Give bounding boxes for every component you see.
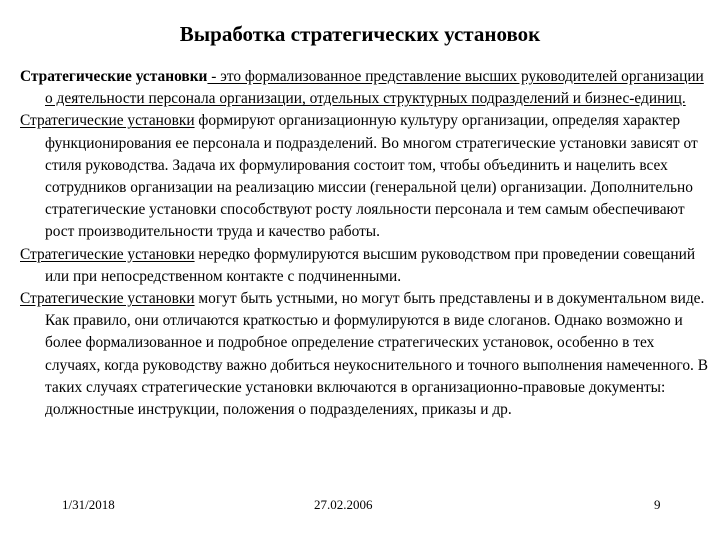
paragraph-culture bbox=[20, 110, 710, 243]
term-bold: Стратегические установки bbox=[20, 68, 208, 85]
paragraph-text: формируют организационную культуру организации, определяя характер функционирования ее персонала и подразделений. Во многом стратегические установки зависят от стиля руководства. Задача их формулирования состоит том, чтобы объединить и нацелить всех сотрудников организации на реализацию миссии (генеральной цели) организации. Дополнительно стратегические установки способствуют росту лояльности персонала и тем самым обеспечивают рост производительности труда и качество работы. bbox=[45, 112, 698, 241]
term-underlined: Стратегические установки bbox=[20, 290, 195, 308]
definition-text: - это формализованное представление высших руководителей организации о деятельности персонала организации, отдельных структурных подразделений и бизнес-единиц. bbox=[45, 68, 704, 108]
paragraph-meetings bbox=[20, 244, 710, 288]
paragraph-text: нередко формулируются высшим руководством при проведении совещаний или при непосредственном контакте с подчиненными. bbox=[45, 245, 696, 285]
slide-body bbox=[20, 66, 710, 421]
footer-center-date: 27.02.2006 bbox=[314, 497, 373, 512]
slide-title: Выработка стратегических установок bbox=[179, 22, 541, 46]
term-underlined: Стратегические установки bbox=[20, 245, 195, 263]
page-number: 9 bbox=[654, 497, 661, 512]
paragraph-text: могут быть устными, но могут быть представлены и в документальном виде. Как правило, они отличаются краткостью и формулируются в виде слоганов. Однако возможно и более формализованное и подробное определение стратегических установок, особенно в тех случаях, когда руководству важно добиться неукоснительного и точного выполнения намеченного. В таких случаях стратегические установки включаются в организационно-правовые документы: должностные инструкции, положения о подразделениях, приказы и др. bbox=[45, 290, 708, 419]
paragraph-documents bbox=[20, 288, 710, 421]
term-underlined: Стратегические установки bbox=[20, 112, 195, 130]
paragraph-definition bbox=[20, 66, 710, 110]
footer-date: 1/31/2018 bbox=[62, 497, 115, 512]
slide-footer bbox=[0, 497, 720, 515]
